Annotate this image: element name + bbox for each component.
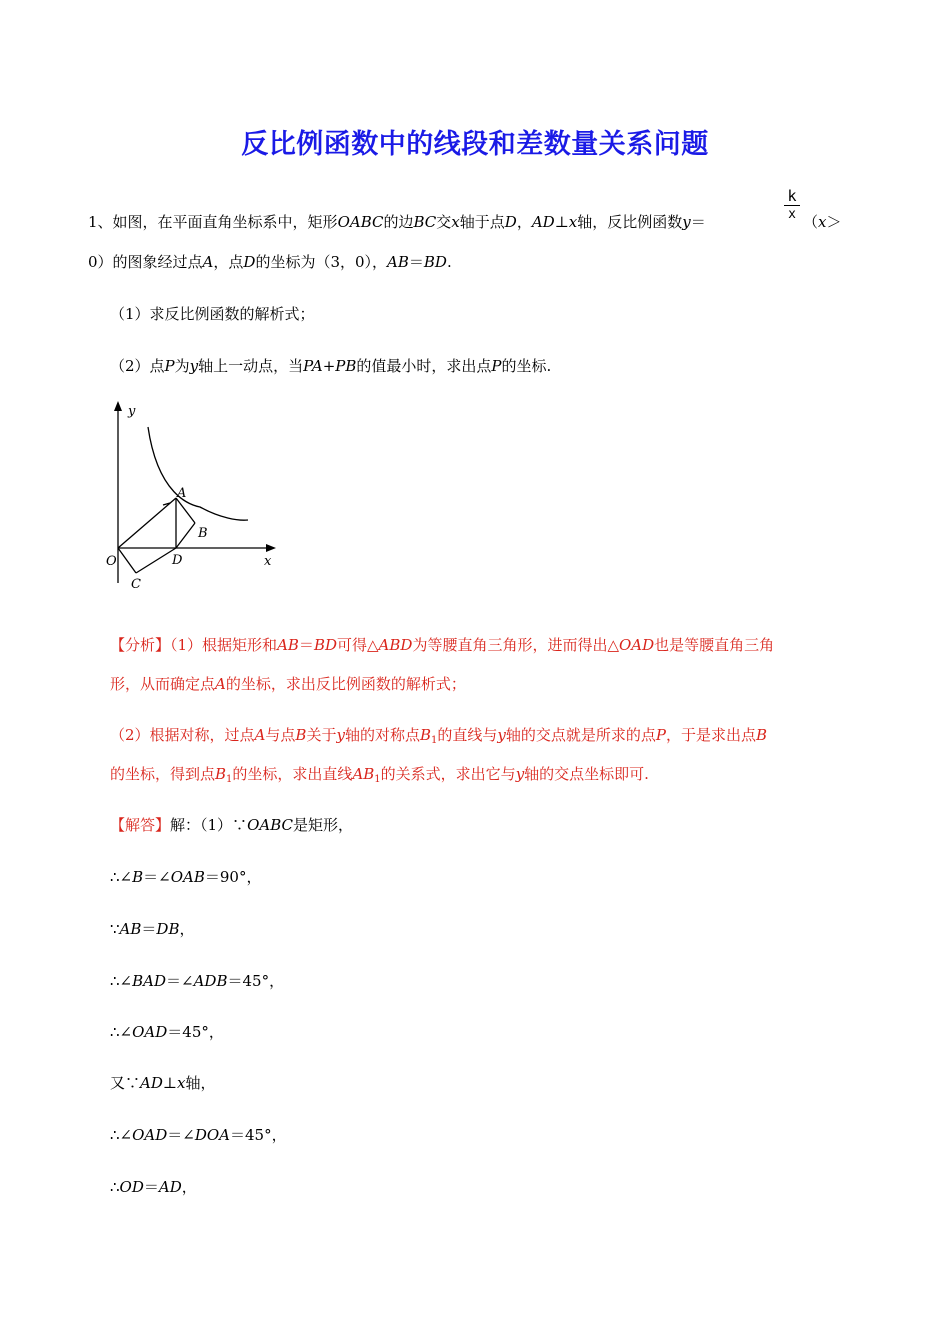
coordinate-figure (100, 395, 285, 595)
problem-line-2: 0）的图象经过点A，点D的坐标为（3，0），AB＝BD. (88, 253, 452, 271)
x-axis-arrow (266, 544, 276, 552)
axis-label-y: y (128, 404, 136, 419)
question-2: （2）点P为y轴上一动点，当PA+PB的值最小时，求出点P的坐标. (110, 357, 552, 375)
fraction-numerator: k (784, 187, 800, 206)
hyperbola-curve (148, 427, 248, 520)
segment-CD (136, 548, 176, 573)
point-label-A: A (177, 486, 187, 501)
fraction-denominator: x (788, 207, 796, 222)
solution-line-5: ∴∠OAD＝45°， (110, 1023, 224, 1041)
solution-line-2: ∴∠B＝∠OAB＝90°， (110, 868, 262, 886)
point-label-B: B (198, 526, 208, 541)
segment-BD (176, 523, 195, 548)
solution-line-6: 又∵AD⊥x轴， (110, 1074, 216, 1092)
solution-line-4: ∴∠BAD＝∠ADB＝45°， (110, 972, 285, 990)
segment-OA (118, 498, 176, 548)
analysis-line-2: 形，从而确定点A的坐标，求出反比例函数的解析式； (110, 675, 466, 693)
solution-line-8: ∴OD＝AD， (110, 1178, 197, 1196)
analysis-line-4: 的坐标，得到点$B_1$的坐标，求出直线$AB_1$的关系式，求出它与y轴的交点坐标即可. (110, 765, 649, 785)
page-title: 反比例函数中的线段和差数量关系问题 (241, 129, 709, 160)
problem-line-1: 1、如图，在平面直角坐标系中，矩形OABC的边BC交x轴于点D，AD⊥x轴，反比例函数y＝ (88, 213, 706, 231)
analysis-line-3: （2）根据对称，过点A与点B关于y轴的对称点$B_1$的直线与y轴的交点就是所求的点P，于是求出点B (110, 726, 768, 746)
point-label-D: D (172, 553, 183, 568)
y-axis-arrow (114, 401, 122, 411)
axis-label-x: x (264, 554, 272, 569)
fraction-k-over-x (784, 187, 800, 224)
analysis-line-1: 【分析】（1）根据矩形和AB＝BD可得△ABD为等腰直角三角形，进而得出△OAD也是等腰直角三角 (110, 636, 775, 654)
solution-line-3: ∵AB＝DB， (110, 920, 195, 938)
segment-OC (118, 548, 136, 573)
point-label-C: C (131, 577, 141, 592)
question-1: （1）求反比例函数的解析式； (110, 305, 315, 323)
problem-line-1-tail: （x＞ (803, 213, 842, 231)
solution-line-7: ∴∠OAD＝∠DOA＝45°， (110, 1126, 287, 1144)
point-label-O: O (106, 554, 117, 569)
solution-line-1: 【解答】解：（1）∵OABC是矩形， (110, 816, 353, 834)
